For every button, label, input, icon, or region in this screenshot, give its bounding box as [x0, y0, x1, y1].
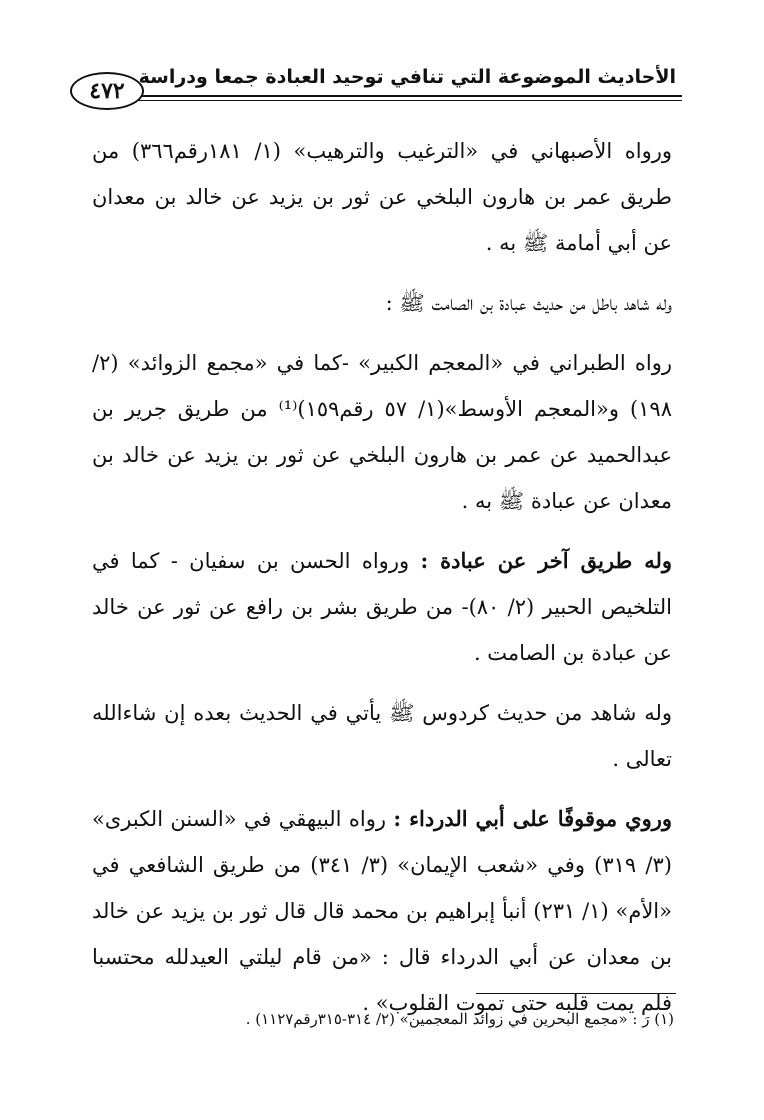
paragraph-6-lead: وروي موقوفًا على أبي الدرداء : — [393, 806, 672, 831]
paragraph-4 — [92, 538, 672, 676]
paragraph-4-text: ورواه الحسن بن سفيان - كما في التلخيص الحبير (٢/ ٨٠)- من طريق بشر بن رافع عن ثور عن خالد عن عبادة بن الصامت . — [92, 549, 672, 665]
footnote: (١) رَ : «مجمع البحرين في زوائد المعجمين» (٢/ ٣١٤-٣١٥رقم١١٢٧) . — [245, 1010, 674, 1028]
header-rule — [130, 95, 682, 97]
paragraph-5: وله شاهد من حديث كردوس ﷺ يأتي في الحديث بعده إن شاءالله تعالى . — [92, 701, 672, 771]
running-title: الأحاديث الموضوعة التي تنافي توحيد العبادة جمعا ودراسة — [138, 66, 676, 88]
paragraph-1: ورواه الأصبهاني في «الترغيب والترهيب» (١/ ١٨١رقم٣٦٦) من طريق عمر بن هارون البلخي عن ثور بن يزيد عن خالد بن معدان عن أبي أمامة ﷺ به . — [92, 139, 672, 255]
paragraph-3: رواه الطبراني في «المعجم الكبير» -كما في «مجمع الزوائد» (٢/ ١٩٨) و«المعجم الأوسط»(١/ ٥٧ رقم١٥٩)⁽¹⁾ من طريق جرير بن عبدالحميد عن عمر بن هارون البلخي عن ثور بن يزيد عن خالد بن معدان عن عبادة ﷺ به . — [92, 351, 672, 513]
page-body — [92, 128, 672, 1040]
paragraph-2: وله شاهد باطل من حديث عبادة بن الصامت ﷺ : — [385, 291, 672, 315]
paragraph-6-text: رواه البيهقي في «السنن الكبرى» (٣/ ٣١٩) وفي «شعب الإيمان» (٣/ ٣٤١) من طريق الشافعي في «الأم» (١/ ٢٣١) أنبأ إبراهيم بن محمد قال قال ثور بن يزيد عن خالد بن معدان عن أبي الدرداء قال : «من قام ليلتي العيدلله محتسبا فلم يمت قلبه حتى تموت القلوب» . — [92, 807, 672, 1015]
paragraph-6 — [92, 796, 672, 1026]
page-number: ٤٧٢ — [70, 72, 144, 110]
header-rule-thin — [130, 100, 682, 101]
paragraph-4-lead: وله طريق آخر عن عبادة : — [420, 548, 672, 573]
page-header — [70, 62, 682, 118]
footnote-separator — [476, 993, 676, 994]
